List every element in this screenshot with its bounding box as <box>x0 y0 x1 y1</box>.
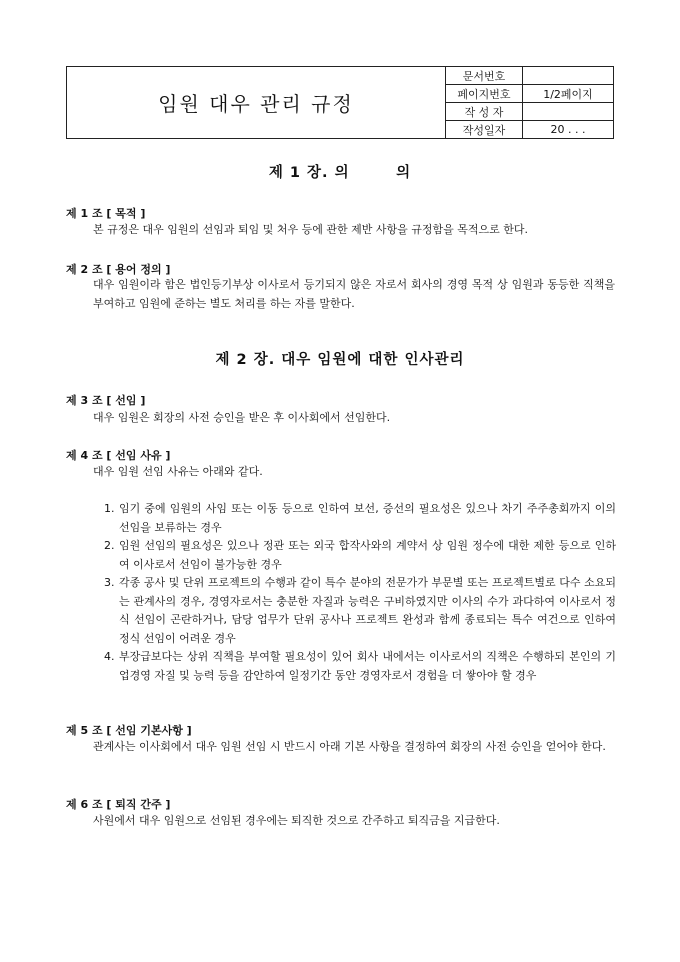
date-label: 작성일자 <box>446 121 523 139</box>
list-item <box>104 537 616 574</box>
article-1-heading: 제 1 조 [ 목적 ] <box>66 207 146 220</box>
list-item-text: 각종 공사 및 단위 프로젝트의 수행과 같이 특수 분야의 전문가가 부문별 또는 프로젝트별로 다수 소요되는 관계사의 경우, 경영자로서는 충분한 자질과 능력은 구비하였지만 이사의 수가 과다하여 이사로서 정식 선임이 곤란하거나, 담당 업무가 단위 공사나 프로젝트 완성과 함께 종료되는 특수 여건으로 인하여 정식 선임이 어려운 경우 <box>119 576 616 645</box>
date-value: 20 . . . <box>523 121 614 139</box>
list-item-number: 3. <box>104 576 115 589</box>
article-4-heading: 제 4 조 [ 선임 사유 ] <box>66 449 171 462</box>
document-header-table <box>66 66 614 139</box>
article-5-heading: 제 5 조 [ 선임 기본사항 ] <box>66 724 192 737</box>
list-item <box>104 500 616 537</box>
article-2-text: 대우 임원이라 함은 법인등기부상 이사로서 등기되지 않은 자로서 회사의 경영 목적 상 임원과 동등한 직책을 부여하고 임원에 준하는 별도 처리를 하는 자를 말한다. <box>93 278 615 310</box>
article-6-heading: 제 6 조 [ 퇴직 간주 ] <box>66 798 171 811</box>
doc-number-label: 문서번호 <box>446 67 523 85</box>
list-item-text: 임기 중에 임원의 사임 또는 이동 등으로 인하여 보선, 증선의 필요성은 있으나 차기 주주총회까지 이의 선임을 보류하는 경우 <box>119 502 616 534</box>
article-1-text: 본 규정은 대우 임원의 선임과 퇴임 및 처우 등에 관한 제반 사항을 규정함을 목적으로 한다. <box>93 223 528 236</box>
page-number-value: 1/2페이지 <box>523 85 614 103</box>
list-item-text: 부장급보다는 상위 직책을 부여할 필요성이 있어 회사 내에서는 이사로서의 직책은 수행하되 본인의 기업경영 자질 및 능력 등을 감안하여 일정기간 동안 경영자로서 경험을 더 쌓아야 할 경우 <box>119 650 616 682</box>
list-item-number: 2. <box>104 539 115 552</box>
article-3-text: 대우 임원은 회장의 사전 승인을 받은 후 이사회에서 선임한다. <box>93 411 391 424</box>
article-4-text: 대우 임원 선임 사유는 아래와 같다. <box>93 465 263 478</box>
selection-reasons-list <box>104 500 616 685</box>
author-value <box>523 103 614 121</box>
article-6-text: 사원에서 대우 임원으로 선임된 경우에는 퇴직한 것으로 간주하고 퇴직금을 지급한다. <box>93 814 500 827</box>
article-2-heading: 제 2 조 [ 용어 정의 ] <box>66 263 171 276</box>
article-5-text: 관계사는 이사회에서 대우 임원 선임 시 반드시 아래 기본 사항을 결정하여 회장의 사전 승인을 얻어야 한다. <box>93 740 606 753</box>
document-title: 임원 대우 관리 규정 <box>67 67 446 139</box>
list-item-number: 4. <box>104 650 115 663</box>
author-label: 작 성 자 <box>446 103 523 121</box>
list-item <box>104 648 616 685</box>
chapter-2-title: 제 2 장. 대우 임원에 대한 인사관리 <box>215 352 465 368</box>
doc-number-value <box>523 67 614 85</box>
list-item <box>104 574 616 648</box>
list-item-number: 1. <box>104 502 115 515</box>
list-item-text: 임원 선임의 필요성은 있으나 정관 또는 외국 합작사와의 계약서 상 임원 정수에 대한 제한 등으로 인하여 이사로서 선임이 불가능한 경우 <box>119 539 616 571</box>
article-3-heading: 제 3 조 [ 선임 ] <box>66 394 146 407</box>
page-number-label: 페이지번호 <box>446 85 523 103</box>
chapter-1-title: 제 1 장. 의 의 <box>268 165 412 181</box>
